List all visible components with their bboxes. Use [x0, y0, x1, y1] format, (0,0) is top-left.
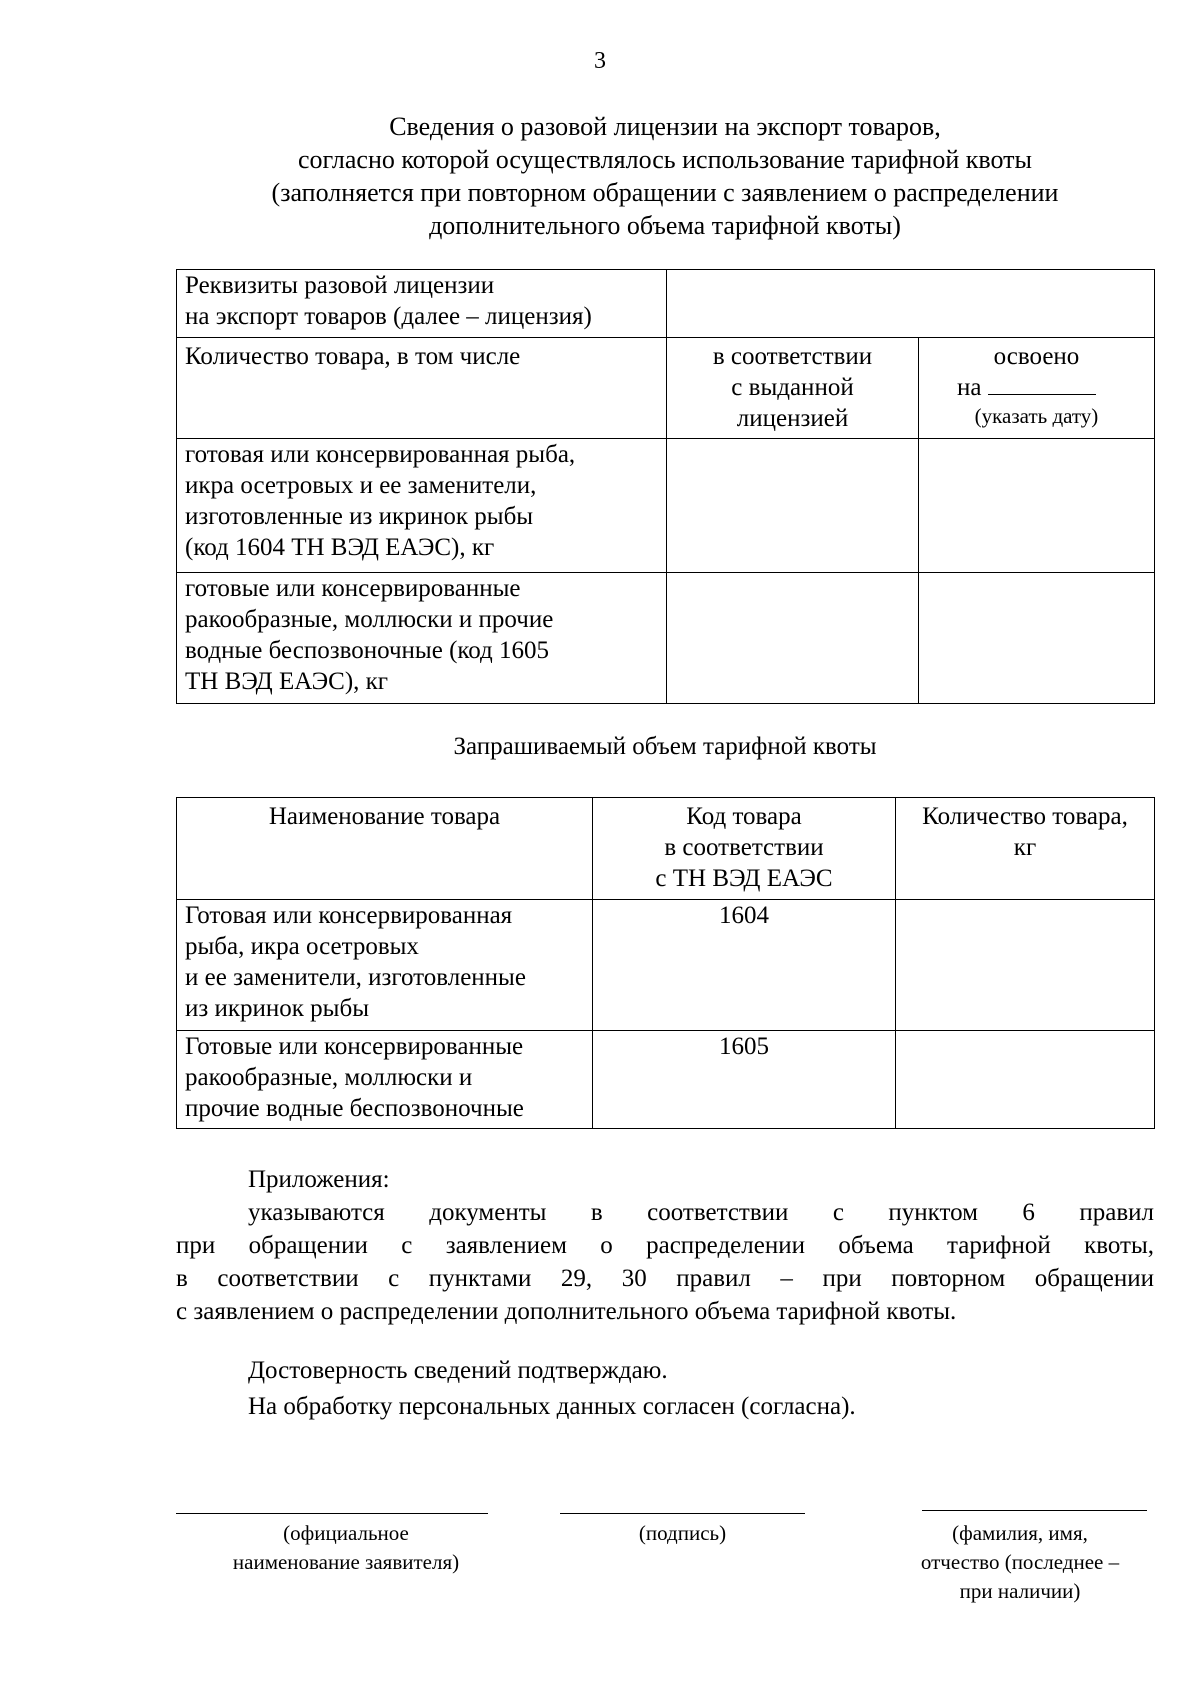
cell-text: на экспорт товаров (далее – лицензия)	[185, 303, 592, 330]
cell-text: и ее заменители, изготовленные	[185, 964, 526, 991]
table-row	[177, 900, 1155, 1031]
table-row	[177, 1031, 1155, 1129]
caption-text: (официальное	[283, 1521, 409, 1545]
cell-text: на	[957, 374, 982, 401]
product-name	[177, 1031, 593, 1129]
appendix-line: в соответствии с пунктами 29, 30 правил – при повторном обращении	[176, 1265, 1154, 1292]
caption-text: (подпись)	[638, 1521, 727, 1545]
cell-text: лицензией	[736, 405, 849, 432]
product-code	[593, 900, 896, 1031]
requisites-label	[177, 270, 667, 338]
fullname-caption	[880, 1519, 1160, 1606]
cell-text: ракообразные, моллюски и	[185, 1064, 473, 1091]
cell-text: готовая или консервированная рыба,	[185, 441, 576, 468]
requisites-value[interactable]	[667, 270, 1155, 338]
heading-line: (заполняется при повторном обращении с заявлением о распределении	[271, 178, 1059, 207]
cell-text: прочие водные беспозвоночные	[185, 1095, 524, 1122]
cell-text: Количество товара,	[922, 803, 1128, 830]
cell-text: Готовая или консервированная	[185, 902, 513, 929]
quantity-label	[177, 338, 667, 439]
row-crust-issued[interactable]	[667, 573, 919, 704]
row-crust-label	[177, 573, 667, 704]
cell-text: в соответствии	[664, 834, 824, 861]
confirm-line: На обработку персональных данных согласен (согласна).	[248, 1393, 856, 1420]
license-table	[176, 269, 1155, 704]
confirm-line: Достоверность сведений подтверждаю.	[248, 1357, 668, 1384]
cell-text: 1605	[719, 1033, 769, 1060]
cell-text: изготовленные из икринок рыбы	[185, 503, 534, 530]
quota-title: Запрашиваемый объем тарифной квоты	[453, 733, 877, 760]
cell-text: водные беспозвоночные (код 1605	[185, 637, 550, 664]
col-used-header	[919, 338, 1155, 439]
page-number: 3	[594, 48, 606, 74]
cell-text: готовые или консервированные	[185, 575, 521, 602]
cell-text: Количество товара, в том числе	[185, 343, 521, 370]
caption-text: наименование заявителя)	[232, 1550, 460, 1574]
cell-text: кг	[1013, 834, 1037, 861]
header-name	[177, 798, 593, 900]
cell-text: 1604	[719, 902, 769, 929]
product-qty[interactable]	[896, 900, 1155, 1031]
cell-text: с ТН ВЭД ЕАЭС	[655, 865, 833, 892]
cell-text: в соответствии	[712, 343, 873, 370]
cell-text: с выданной	[731, 374, 854, 401]
cell-text: Реквизиты разовой лицензии	[185, 272, 495, 299]
cell-text: ракообразные, моллюски и прочие	[185, 606, 554, 633]
cell-text: ТН ВЭД ЕАЭС), кг	[185, 668, 389, 695]
caption-text: отчество (последнее –	[920, 1550, 1120, 1574]
date-blank-line[interactable]	[988, 372, 1096, 395]
product-qty[interactable]	[896, 1031, 1155, 1129]
row-fish-used[interactable]	[919, 439, 1155, 573]
product-name	[177, 900, 593, 1031]
cell-text: (указать дату)	[974, 404, 1099, 428]
row-crust-used[interactable]	[919, 573, 1155, 704]
cell-text: Готовые или консервированные	[185, 1033, 524, 1060]
document-heading	[176, 110, 1154, 242]
appendix-line: указываются документы в соответствии с пунктом 6 правил	[248, 1199, 1154, 1226]
heading-line: согласно которой осуществлялось использование тарифной квоты	[298, 145, 1032, 174]
product-code	[593, 1031, 896, 1129]
appendix-body	[176, 1196, 1154, 1328]
cell-text: из икринок рыбы	[185, 995, 369, 1022]
cell-text: (код 1604 ТН ВЭД ЕАЭС), кг	[185, 534, 495, 561]
appendix-line: при обращении с заявлением о распределении объема тарифной квоты,	[176, 1232, 1154, 1259]
col-issued-header	[667, 338, 919, 439]
cell-text: рыба, икра осетровых	[185, 933, 419, 960]
quota-table	[176, 797, 1155, 1129]
caption-text: (фамилия, имя,	[952, 1521, 1088, 1545]
cell-text: Наименование товара	[268, 803, 501, 830]
applicant-signature-line[interactable]	[176, 1513, 488, 1514]
row-fish-issued[interactable]	[667, 439, 919, 573]
fullname-signature-line[interactable]	[922, 1510, 1147, 1511]
row-fish-label	[177, 439, 667, 573]
signature-line[interactable]	[560, 1513, 805, 1514]
signature-caption	[560, 1519, 805, 1548]
appendix-section	[176, 1163, 1154, 1328]
appendix-title: Приложения:	[248, 1166, 390, 1193]
heading-line: дополнительного объема тарифной квоты)	[429, 211, 901, 240]
header-code	[593, 798, 896, 900]
heading-line: Сведения о разовой лицензии на экспорт товаров,	[389, 112, 941, 141]
applicant-caption	[176, 1519, 516, 1577]
caption-text: при наличии)	[959, 1579, 1081, 1603]
header-qty	[896, 798, 1155, 900]
appendix-line: с заявлением о распределении дополнительного объема тарифной квоты.	[176, 1298, 957, 1325]
confirmation-block	[248, 1353, 856, 1425]
cell-text: икра осетровых и ее заменители,	[185, 472, 537, 499]
cell-text: Код товара	[686, 803, 802, 830]
cell-text: освоено	[993, 343, 1080, 370]
